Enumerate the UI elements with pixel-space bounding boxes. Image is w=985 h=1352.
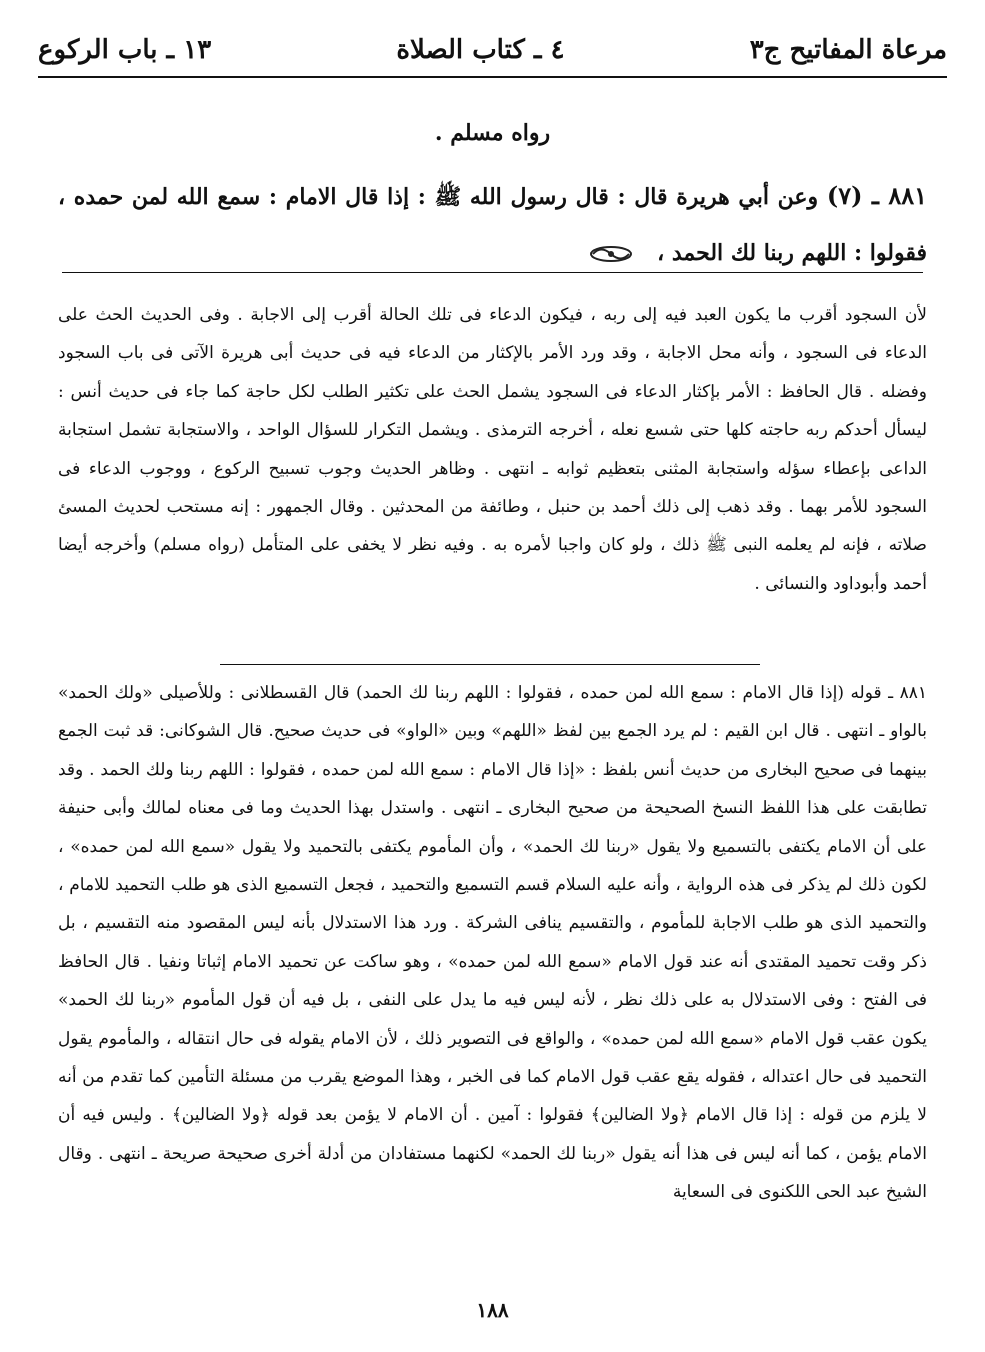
hadith-text (58, 168, 927, 281)
running-header (38, 28, 947, 72)
header-chapter: ٤ ـ كتاب الصلاة (396, 35, 565, 65)
header-divider (38, 76, 947, 78)
header-section: ١٣ ـ باب الركوع (38, 35, 212, 65)
header-book-title: مرعاة المفاتيح ج٣ (749, 35, 947, 65)
page-number: ١٨٨ (476, 1298, 509, 1322)
hadith-body: وعن أبي هريرة قال : قال رسول الله ﷺ : إذا قال الامام : سمع الله لمن حمده ، فقولوا : اللهم ربنا لك الحمد ، (58, 184, 927, 266)
ornament-icon (587, 243, 635, 265)
section-divider (220, 664, 760, 665)
commentary-paragraph-1: لأن السجود أقرب ما يكون العبد فيه إلى ربه ، فيكون الدعاء فى تلك الحالة أقرب إلى الاجابة . وفى الحديث الحث على الدعاء فى السجود ، وأنه محل الاجابة ، وقد ورد الأمر بالإكثار من الدعاء فيه فى حديث أبى هريرة الآتى فى باب السجود وفضله . قال الحافظ : الأمر بإكثار الدعاء فى السجود يشمل الحث على تكثير الطلب لكل حاجة كما جاء فى حديث أنس : ليسأل أحدكم ربه حاجته كلها حتى شسع نعله ، أخرجه الترمذى . ويشمل التكرار للسؤال الواحد ، والاستجابة تشمل استجابة الداعى بإعطاء سؤله واستجابة المثنى بتعظيم ثوابه ـ انتهى . وظاهر الحديث وجوب تسبيح الركوع ، ووجوب الدعاء فى السجود للأمر بهما . وقد ذهب إلى ذلك أحمد بن حنبل ، وطائفة من المحدثين . وقال الجمهور : إنه مستحب لحديث المسئ صلاته ، فإنه لم يعلمه النبى ﷺ ذلك ، ولو كان واجبا لأمره به . وفيه نظر لا يخفى على المتأمل (رواه مسلم) وأخرجه أيضا أحمد وأبوداود والنسائى . (58, 305, 927, 594)
hadith-number: ٨٨١ ـ (٧) (826, 181, 927, 210)
commentary-paragraph-2: ٨٨١ ـ قوله (إذا قال الامام : سمع الله لمن حمده ، فقولوا : اللهم ربنا لك الحمد) قال القسطلانى : وللأصيلى «ولك الحمد» بالواو ـ انتهى . قال ابن القيم : لم يرد الجمع بين لفظ «اللهم» وبين «الواو» فى حديث صحيح. قال الشوكانى: قد ثبت الجمع بينهما فى صحيح البخارى من حديث أنس بلفظ : «إذا قال الامام : سمع الله لمن حمده ، فقولوا : اللهم ربنا ولك الحمد . وقد تطابقت على هذا اللفظ النسخ الصحيحة من صحيح البخارى ـ انتهى . واستدل بهذا الحديث وما فى معناه لمالك وأبى حنيفة على أن الامام يكتفى بالتسميع ولا يقول «ربنا لك الحمد» ، وأن المأموم يكتفى بالتحميد ولا يقول «سمع الله لمن حمده» ، لكون ذلك لم يذكر فى هذه الرواية ، وأنه عليه السلام قسم التسميع والتحميد ، فجعل التسميع الذى هو طلب التحميد للامام ، والتحميد الذى هو طلب الاجابة للمأموم ، والتقسيم ينافى الشركة . ورد هذا الاستدلال بأنه ليس المقصود منه التقسيم ، بل ذكر وقت تحميد المقتدى أنه عند قول الامام «سمع الله لمن حمده» ، وهو ساكت عن تحميد الامام إثباتا ونفيا . قال الحافظ فى الفتح : وفى الاستدلال به على ذلك نظر ، لأنه ليس فيه ما يدل على النفى ، بل فيه أن قول المأموم «ربنا لك الحمد» يكون عقب قول الامام «سمع الله لمن حمده» ، والواقع فى التصوير ذلك ، لأن الامام يقوله فى حال انتقاله ، والمأموم يقول التحميد فى حال اعتداله ، فقوله يقع عقب قول الامام كما فى الخبر ، وهذا الموضع يقرب من مسئلة التأمين كما تقدم من أنه لا يلزم من قوله : إذا قال الامام ﴿ولا الضالين﴾ فقولوا : آمين . أن الامام لا يؤمن بعد قوله ﴿ولا الضالين﴾ . وليس فيه أن الامام يؤمن ، كما أنه ليس فى هذا أنه يقول «ربنا لك الحمد» لكنهما مستفادان من أدلة أخرى صحيحة صريحة ـ انتهى . وقال الشيخ عبد الحى اللكنوى فى السعاية (58, 683, 927, 1203)
text-divider (62, 272, 923, 273)
narration-source: رواه مسلم . (434, 120, 551, 146)
